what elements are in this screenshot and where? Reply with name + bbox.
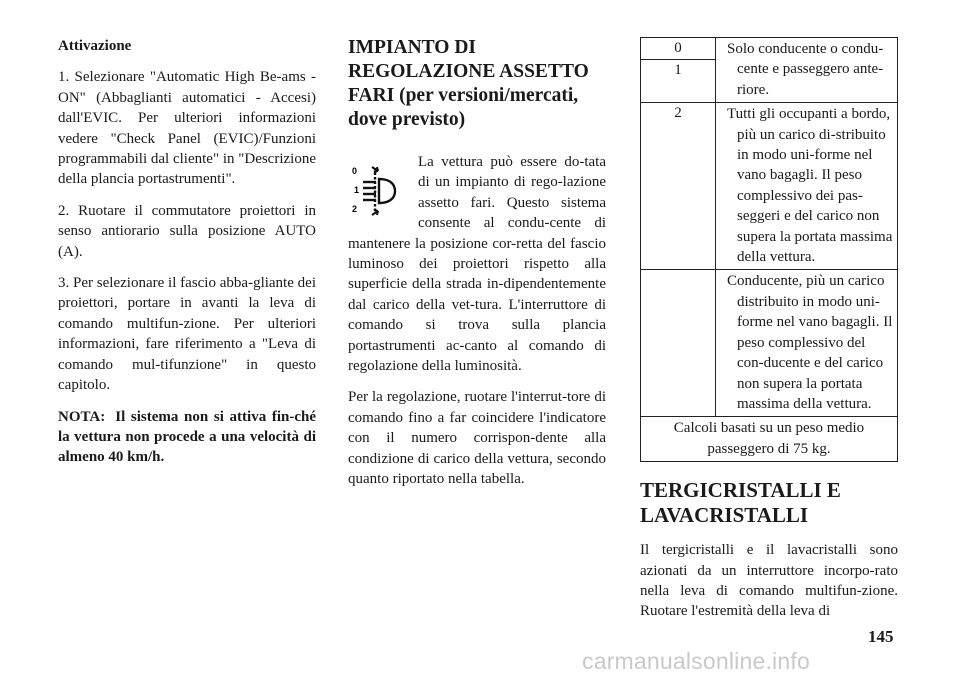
- table-footnote-row: [641, 417, 898, 462]
- position-value: 0: [641, 38, 715, 60]
- wipers-paragraph: Il tergicristalli e il lavacristalli sono azionati da un interruttore incorpo-rato nella leva di comando multifun-zione. Ruotare l'estremità della leva di: [640, 542, 898, 620]
- load-position-table: [640, 37, 898, 462]
- table-row: [641, 38, 898, 103]
- position-cell: [641, 270, 716, 417]
- leveling-adjust-paragraph: Per la regolazione, ruotare l'interrut-tore di comando fino a far coincidere l'indicatore con il numero corrispon-dente alla condizione di carico della vettura, secondo quanto riportato nella tabella.: [348, 389, 606, 488]
- description-cell: [716, 103, 898, 270]
- description-cell: [716, 270, 898, 417]
- icon-label-0: 0: [352, 166, 358, 176]
- note-paragraph: [58, 407, 316, 468]
- description-cell: [716, 38, 898, 103]
- column-right: [640, 37, 898, 633]
- column-middle: [348, 36, 606, 501]
- section-heading-assetto-fari: IMPIANTO DI REGOLAZIONE ASSETTO FARI (per versioni/mercati, dove previsto): [348, 37, 589, 130]
- table-row: [641, 270, 898, 417]
- headlamp-leveling-icon: [348, 162, 408, 230]
- step-1-paragraph: 1. Selezionare "Automatic High Be-ams - ON" (Abbaglianti automatici - Accesi) dall'EVIC. Per ulteriori informazioni vedere "Check Panel (EVIC)/Funzioni programmabili dal cliente" in "Descrizione della plancia portastrumenti".: [58, 69, 316, 188]
- step-3-paragraph: 3. Per selezionare il fascio abba-gliante dei proiettori, portare in avanti la leva di comando multifun-zione. Per ulteriori informazioni, fare riferimento a "Leva di comando mul-tifunzione" in questo capitolo.: [58, 275, 316, 394]
- note-text: Il sistema non si attiva fin-ché la vettura non procede a una velocità di almeno 40 km/h.: [58, 408, 316, 466]
- position-value: 1: [674, 62, 682, 78]
- description-text: Solo conducente o condu-cente e passeggero ante-riore.: [727, 41, 884, 98]
- description-text: Tutti gli occupanti a bordo, più un carico di-stribuito in modo uni-forme nel vano bagagli. Il peso complessivo dei pas-seggeri e del carico non supera la portata massima della vettura.: [727, 106, 893, 266]
- icon-label-2: 2: [352, 204, 358, 214]
- icon-label-1: 1: [354, 185, 360, 195]
- table-row: [641, 103, 898, 270]
- section-heading-attivazione: Attivazione: [58, 38, 132, 54]
- leveling-intro-paragraph: La vettura può essere do-tata di un impianto di rego-lazione assetto fari. Questo sistema consente al condu-cente di mantenere la posizione cor-retta del fascio luminoso dei proiettori rispetto alla superficie della strada in-dipendentemente dal carico della vet-tura. L'interruttore di comando si trova sulla plancia portastrumenti ac-canto al comando di regolazione della luminosità.: [348, 154, 606, 375]
- position-cell: 2: [641, 103, 716, 270]
- description-text: Conducente, più un carico distribuito in modo uni-forme nel vano bagagli. Il peso complessivo del con-ducente e del carico non supera la portata massima della vettura.: [727, 273, 893, 412]
- column-left: [58, 36, 316, 479]
- watermark: carmanualsonline.info: [582, 648, 810, 674]
- note-label: NOTA:: [58, 408, 106, 425]
- section-heading-tergicristalli: TERGICRISTALLI E LAVACRISTALLI: [640, 478, 841, 528]
- page-number: 145: [868, 627, 894, 646]
- table-footnote: Calcoli basati su un peso medio passeggero di 75 kg.: [641, 417, 898, 462]
- step-2-paragraph: 2. Ruotare il commutatore proiettori in senso antiorario sulla posizione AUTO (A).: [58, 202, 316, 260]
- position-cell: [641, 38, 716, 103]
